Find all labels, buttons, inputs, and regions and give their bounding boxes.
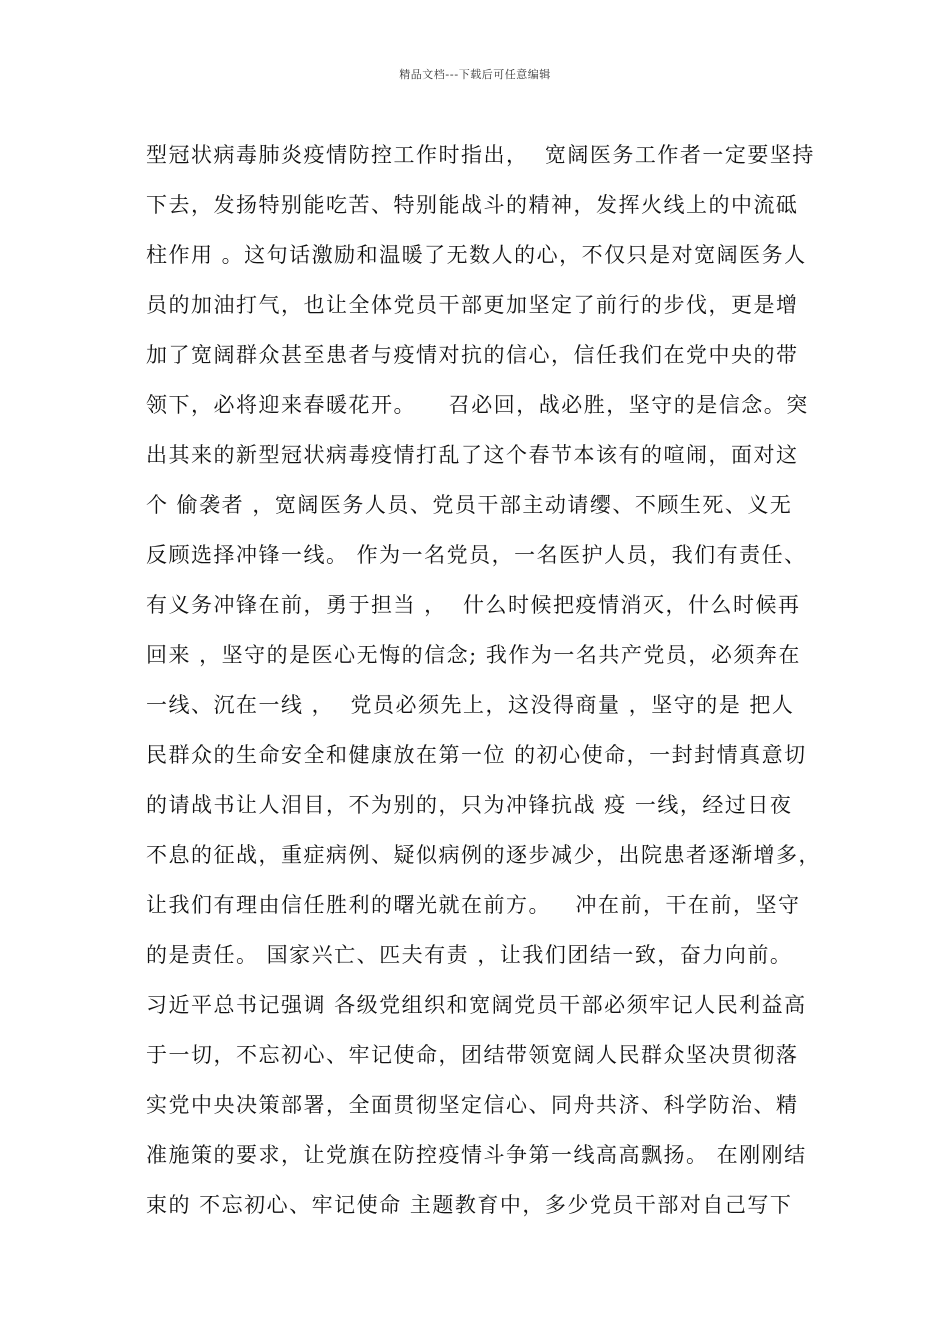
text-line: 的请战书让人泪目，不为别的，只为冲锋抗战 疫 一线，经过日夜 (146, 793, 793, 817)
text-line: 加了宽阔群众甚至患者与疫情对抗的信心，信任我们在党中央的带 (146, 343, 799, 367)
text-line: 员的加油打气，也让全体党员干部更加坚定了前行的步伐，更是增 (146, 293, 799, 317)
text-line: 习近平总书记强调 各级党组织和宽阔党员干部必须牢记人民利益高 (146, 993, 807, 1017)
text-line: 民群众的生命安全和健康放在第一位 的初心使命，一封封情真意切 (146, 743, 807, 767)
text-line: 一线、沉在一线 ， 党员必须先上，这没得商量 ，坚守的是 把人 (146, 693, 795, 717)
text-line: 的是责任。 国家兴亡、匹夫有责 ，让我们团结一致，奋力向前。 (146, 943, 793, 967)
text-line: 实党中央决策部署，全面贯彻坚定信心、同舟共济、科学防治、精 (146, 1093, 799, 1117)
page-header: 精品文档---下载后可任意编辑 (399, 68, 551, 81)
text-line: 回来 ，坚守的是医心无悔的信念; 我作为一名共产党员，必须奔在 (146, 643, 801, 667)
text-line: 下去，发扬特别能吃苦、特别能战斗的精神，发挥火线上的中流砥 (146, 193, 799, 217)
text-line: 准施策的要求，让党旗在防控疫情斗争第一线高高飘扬。 在刚刚结 (146, 1143, 807, 1167)
text-line: 束的 不忘初心、牢记使命 主题教育中，多少党员干部对自己写下 (146, 1193, 793, 1217)
text-line: 领下，必将迎来春暖花开。 召必回，战必胜，坚守的是信念。突 (146, 393, 809, 417)
text-line: 于一切，不忘初心、牢记使命，团结带领宽阔人民群众坚决贯彻落 (146, 1043, 799, 1067)
document-body (146, 130, 836, 1230)
text-line: 出其来的新型冠状病毒疫情打乱了这个春节本该有的喧闹，面对这 (146, 443, 799, 467)
text-line: 个 偷袭者 ，宽阔医务人员、党员干部主动请缨、不顾生死、义无 (146, 493, 793, 517)
text-line: 不息的征战，重症病例、疑似病例的逐步减少，出院患者逐渐增多， (146, 843, 821, 867)
text-line: 有义务冲锋在前，勇于担当 ， 什么时候把疫情消灭，什么时候再 (146, 593, 801, 617)
text-line: 柱作用 。这句话激励和温暖了无数人的心，不仅只是对宽阔医务人 (146, 243, 807, 267)
text-line: 让我们有理由信任胜利的曙光就在前方。 冲在前，干在前，坚守 (146, 893, 801, 917)
text-line: 反顾选择冲锋一线。 作为一名党员，一名医护人员，我们有责任、 (146, 543, 807, 567)
text-line: 型冠状病毒肺炎疫情防控工作时指出， 宽阔医务工作者一定要坚持 (146, 143, 815, 167)
